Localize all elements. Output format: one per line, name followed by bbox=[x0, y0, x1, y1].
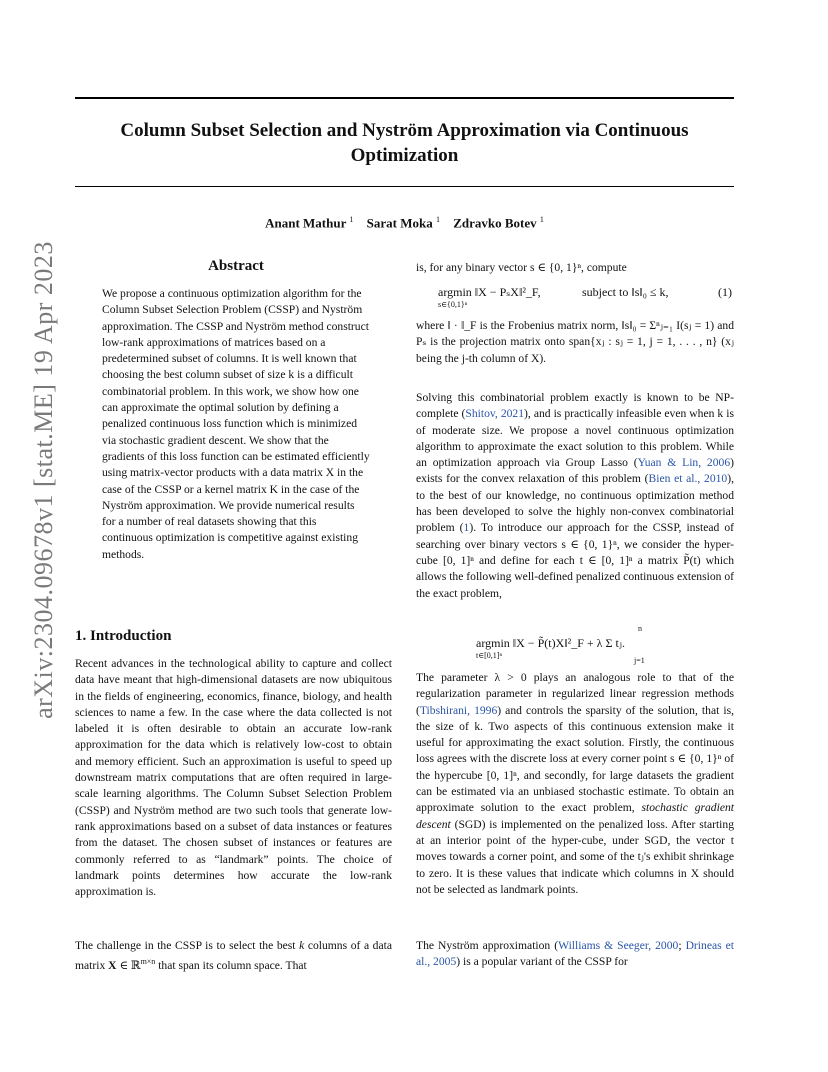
affiliation-mark: 1 bbox=[435, 215, 440, 224]
right-paragraph-1: is, for any binary vector s ∈ {0, 1}ⁿ, compute bbox=[416, 261, 627, 274]
intro-paragraph-1: Recent advances in the technological ability to capture and collect data have meant that high-dimensional datasets are now ubiquitous in the fields of engineering, economics, finance, biology, and health sciences to name a few. In the case where the data collected is not labeled it is often desirable to obtain an accurate low-rank approximation for the data which is relatively low-cost to obtain and memory efficient. Such an approximation is useful to speed up downstream matrix computations that are often required in large-scale learning algorithms. The Column Subset Selection Problem (CSSP) and Nyström method are two such tools that generate low-rank approximations based on a subset of data instances or features from the dataset. The chosen subset of instances or features are commonly referred to as “landmark” points. The choice of landmark points determines how accurate the low-rank approximation is. bbox=[75, 657, 392, 899]
equation-1-objective: argmin ‖X − PₛX‖²_F, bbox=[438, 285, 541, 299]
equation-reference-link[interactable]: 1 bbox=[463, 521, 470, 535]
equation-1 bbox=[416, 283, 734, 311]
citation-link[interactable]: Williams & Seeger, 2000 bbox=[558, 939, 679, 952]
arxiv-sidebar bbox=[14, 241, 74, 719]
equation-2-objective: argmin ‖X − P̃(t)X‖²_F + λ Σ tⱼ. bbox=[476, 636, 625, 650]
equation-1-domain: s∈{0,1}ⁿ bbox=[438, 300, 468, 309]
sum-lower-limit: j=1 bbox=[634, 656, 645, 665]
abstract-text: We propose a continuous optimization algorithm for the Column Subset Selection Problem (CSSP) and Nyström approximation. The CSSP and Nyström method construct low-rank approximations of matrices based on a predetermined subset of columns. It is well known that choosing the best column subset of size k is a difficult combinatorial problem. In this work, we show how one can approximate the optimal solution by defining a penalized continuous loss function which is minimized via stochastic gradient descent. We show that the gradients of this loss function can be estimated efficiently using matrix-vector products with a data matrix X in the case of the CSSP or a kernel matrix K in the case of the Nyström approximation. We provide numerical results for a number of real datasets showing that this continuous optimization is competitive against existing methods. bbox=[102, 287, 370, 561]
citation-link[interactable]: Tibshirani, 1996 bbox=[419, 703, 498, 717]
intro-paragraph-2: The challenge in the CSSP is to select the best k columns of a data matrix X ∈ ℝ$^{m\times n}$ that span its column space. That bbox=[75, 939, 392, 973]
citation-link[interactable]: Drineas et al., 2005 bbox=[416, 939, 734, 969]
affiliation-mark: 1 bbox=[349, 215, 354, 224]
author-name: Zdravko Botev bbox=[453, 215, 537, 231]
right-paragraph-4: The parameter λ > 0 plays an analogous role to that of the regularization parameter in regularized linear regression methods (Tibshirani, 1996) and controls the sparsity of the solution, that is, the size of k. Two aspects of this continuous extension make it useful for approximating the exact solution. Firstly, the continuous loss agrees with the discrete loss at every corner point s ∈ {0, 1}ⁿ of the hypercube [0, 1]ⁿ, and secondly, for large datasets the gradient can be estimated via an unbiased stochastic estimate. To obtain an approximate solution to the exact problem, stochastic gradient descent (SGD) is implemented on the penalized loss. After starting at an interior point of the hyper-cube, under SGD, the vector t moves towards a corner point, and some of the tⱼ's exhibit shrinkage to zero. It is these values that indicate which columns in X should not be selected as landmark points. bbox=[416, 671, 734, 896]
author-name: Anant Mathur bbox=[265, 215, 347, 231]
right-paragraph-3: Solving this combinatorial problem exactly is known to be NP-complete (Shitov, 2021), and is practically infeasible even when k is of moderate size. We propose a novel continuous optimization algorithm to approximate the exact solution to this problem. While an optimization approach via Group Lasso (Yuan & Lin, 2006) exists for the convex relaxation of this problem (Bien et al., 2010), to the best of our knowledge, no continuous optimization method has been developed to solve the highly non-convex combinatorial problem (1). To introduce our approach for the CSSP, instead of searching over binary vectors s ∈ {0, 1}ⁿ, we consider the hyper-cube [0, 1]ⁿ and define for each t ∈ [0, 1]ⁿ a matrix P̃(t) which allows the following well-defined penalized continuous extension of the exact problem, bbox=[416, 391, 734, 600]
sum-upper-limit: n bbox=[638, 624, 642, 633]
right-paragraph-5: The Nyström approximation (Williams & Seeger, 2000; Drineas et al., 2005) is a popular variant of the CSSP for bbox=[416, 939, 734, 969]
author-name: Sarat Moka bbox=[366, 215, 433, 231]
citation-link[interactable]: Yuan & Lin, 2006 bbox=[637, 456, 731, 470]
equation-number: (1) bbox=[718, 285, 732, 299]
right-paragraph-2: where ‖ · ‖_F is the Frobenius matrix norm, ‖s‖₀ = Σⁿⱼ₌₁ I(sⱼ = 1) and Pₛ is the projection matrix onto span{xⱼ : sⱼ = 1, j = 1, . . . , n} (xⱼ being the j-th column of X). bbox=[416, 319, 734, 365]
citation-link[interactable]: Bien et al., 2010 bbox=[648, 472, 728, 486]
citation-link[interactable]: Shitov, 2021 bbox=[465, 407, 525, 421]
title-top-rule bbox=[75, 97, 734, 99]
paper-title: Column Subset Selection and Nyström Approximation via Continuous Optimization bbox=[120, 120, 689, 166]
author-list bbox=[75, 215, 734, 231]
abstract-heading: Abstract bbox=[208, 258, 264, 274]
equation-2-domain: t∈[0,1]ⁿ bbox=[476, 651, 502, 660]
arxiv-identifier: arXiv:2304.09678v1 [stat.ME] 19 Apr 2023 bbox=[29, 241, 58, 719]
title-bottom-rule bbox=[75, 186, 734, 187]
section-heading-introduction: 1. Introduction bbox=[75, 628, 172, 644]
equation-2 bbox=[416, 622, 734, 668]
affiliation-mark: 1 bbox=[539, 215, 544, 224]
equation-1-constraint: subject to ‖s‖₀ ≤ k, bbox=[582, 285, 669, 299]
